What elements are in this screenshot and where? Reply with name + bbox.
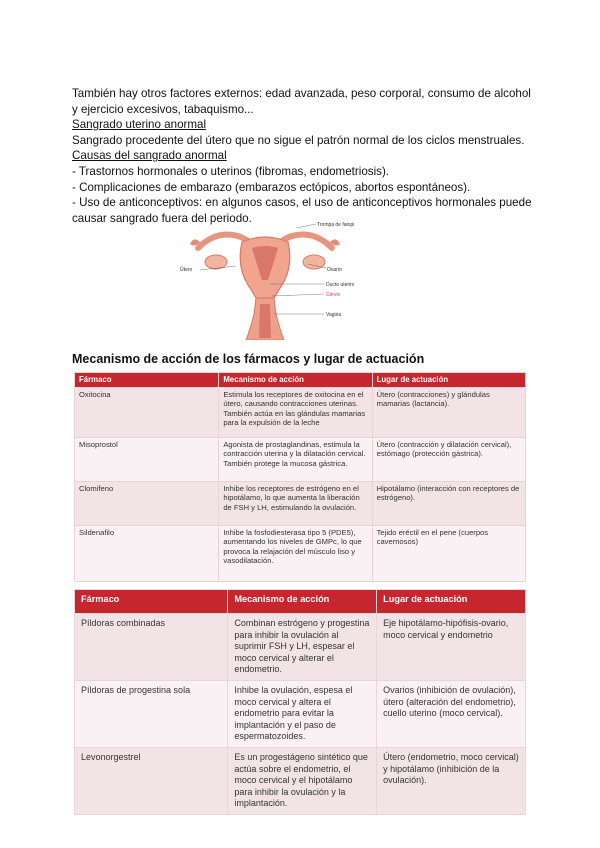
- cell-drug: Oxitocina: [75, 387, 219, 437]
- cell-site: Útero (contracción y dilatación cervical), estómago (protección gástrica).: [372, 437, 525, 481]
- intro-text: [72, 86, 532, 226]
- col-header-farmaco: Fármaco: [75, 373, 219, 388]
- cell-mechanism: Inhibe la ovulación, espesa el moco cervical y altera el endometrio para evitar la implantación y el paso de espermatozoides.: [228, 680, 377, 747]
- cell-mechanism: Combinan estrógeno y progestina para inhibir la ovulación al suprimir FSH y LH, espesar el moco cervical y alterar el endometrio.: [228, 614, 377, 681]
- cause-item: - Uso de anticonceptivos: en algunos casos, el uso de anticonceptivos hormonales puede causar sangrado fuera del periodo.: [72, 196, 532, 225]
- label-ovario: Ovario: [327, 267, 342, 273]
- table-header-row: [75, 590, 526, 614]
- cell-drug: Levonorgestrel: [75, 747, 228, 814]
- uterus-illustration: [176, 218, 354, 340]
- drugs-table-2: [74, 589, 526, 815]
- heading-abnormal-bleeding: Sangrado uterino anormal: [72, 118, 207, 132]
- label-utero: Útero: [180, 267, 193, 273]
- table-row: [75, 747, 526, 814]
- drugs-table-1: [74, 372, 526, 582]
- col-header-mecanismo: Mecanismo de acción: [219, 373, 372, 388]
- col-header-mecanismo: Mecanismo de acción: [228, 590, 377, 614]
- label-trompa: Trompa de falopio: [317, 222, 354, 228]
- cell-site: Útero (endometrio, moco cervical) y hipotálamo (inhibición de la ovulación).: [377, 747, 526, 814]
- cell-mechanism: Es un progestágeno sintético que actúa sobre el endometrio, el moco cervical y el hipotálamo para inhibir la ovulación y la implantación.: [228, 747, 377, 814]
- table-row: [75, 525, 526, 581]
- table-row: [75, 387, 526, 437]
- table-row: [75, 481, 526, 525]
- table-row: [75, 680, 526, 747]
- col-header-farmaco: Fármaco: [75, 590, 228, 614]
- cell-site: Tejido eréctil en el pene (cuerpos cavernosos): [372, 525, 525, 581]
- cell-drug: Sildenafilo: [75, 525, 219, 581]
- cell-drug: Píldoras combinadas: [75, 614, 228, 681]
- cause-item: - Complicaciones de embarazo (embarazos ectópicos, abortos espontáneos).: [72, 180, 471, 194]
- section-title: Mecanismo de acción de los fármacos y lugar de actuación: [72, 352, 425, 366]
- cell-site: Útero (contracciones) y glándulas mamarias (lactancia).: [372, 387, 525, 437]
- cause-item: - Trastornos hormonales o uterinos (fibromas, endometriosis).: [72, 164, 390, 178]
- table-row: [75, 437, 526, 481]
- cell-mechanism: Agonista de prostaglandinas, estimula la contracción uterina y la dilatación cervical. También protege la mucosa gástrica.: [219, 437, 372, 481]
- table-header-row: [75, 373, 526, 388]
- heading-causes: Causas del sangrado anormal: [72, 149, 227, 163]
- cell-drug: Misoprostol: [75, 437, 219, 481]
- cell-site: Eje hipotálamo-hipófisis-ovario, moco cervical y endometrio: [377, 614, 526, 681]
- abnormal-definition: Sangrado procedente del útero que no sigue el patrón normal de los ciclos menstruales.: [72, 133, 525, 147]
- cell-mechanism: Inhibe los receptores de estrógeno en el hipotálamo, lo que aumenta la liberación de FSH y LH, estimulando la ovulación.: [219, 481, 372, 525]
- col-header-lugar: Lugar de actuación: [377, 590, 526, 614]
- table-row: [75, 614, 526, 681]
- cell-site: Hipotálamo (interacción con receptores de estrógeno).: [372, 481, 525, 525]
- col-header-lugar: Lugar de actuación: [372, 373, 525, 388]
- label-vagina: Vagina: [326, 312, 342, 318]
- cell-mechanism: Inhibe la fosfodiesterasa tipo 5 (PDE5), aumentando los niveles de GMPc, lo que provoca la relajación del músculo liso y vasodilatación.: [219, 525, 372, 581]
- cell-drug: Clomifeno: [75, 481, 219, 525]
- cell-site: Ovarios (inhibición de ovulación), útero (alteración del endometrio), cuello uterino (moco cervical).: [377, 680, 526, 747]
- uterus-svg: [176, 218, 354, 340]
- label-cervix: Cérvix: [326, 292, 341, 298]
- label-ducto: Ducto uterino: [326, 282, 354, 288]
- intro-paragraph: También hay otros factores externos: edad avanzada, peso corporal, consumo de alcohol y ejercicio excesivos, tabaquismo...: [72, 87, 531, 116]
- cell-mechanism: Estimula los receptores de oxitocina en el útero, causando contracciones uterinas. También actúa en las glándulas mamarias para la expulsión de la leche: [219, 387, 372, 437]
- cell-drug: Píldoras de progestina sola: [75, 680, 228, 747]
